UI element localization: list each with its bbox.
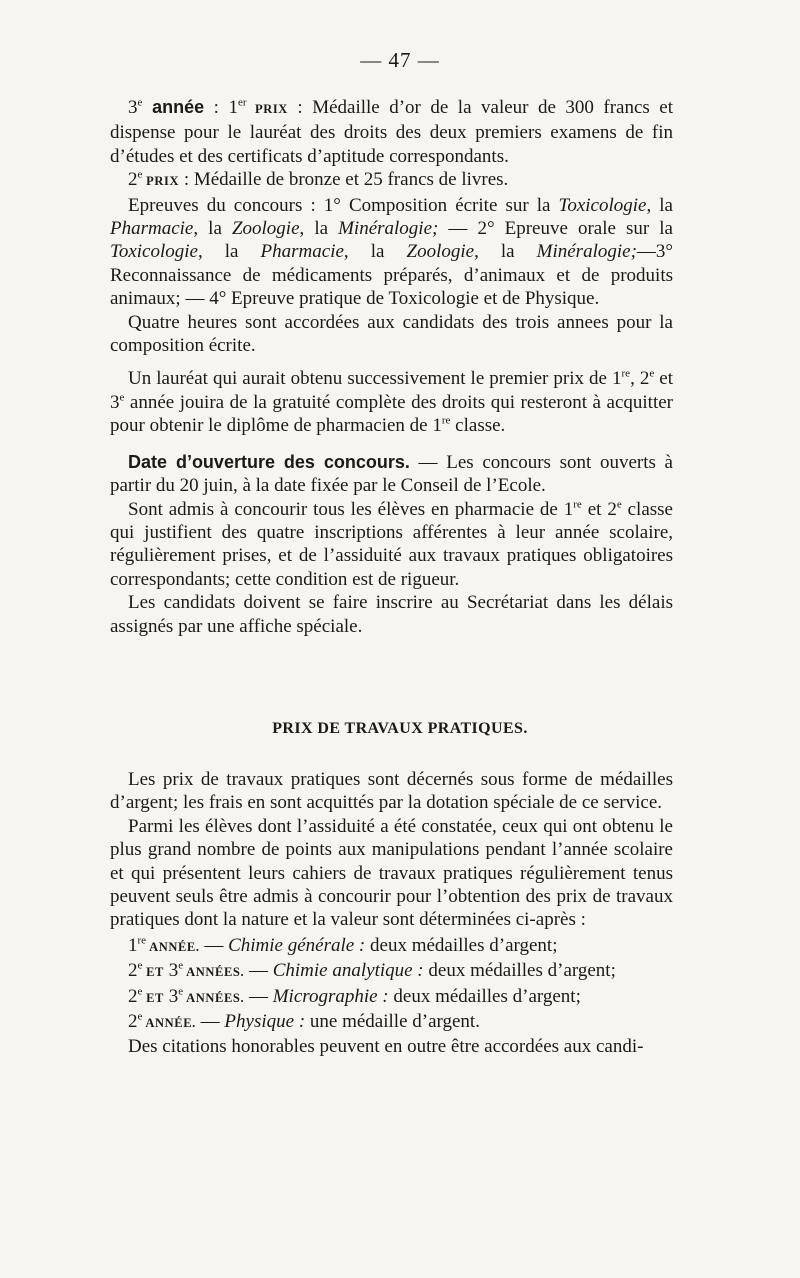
ordinal-number: 2 [128, 169, 138, 191]
text-run: , la [474, 241, 537, 263]
ordinal-suffix: e [178, 985, 184, 998]
subject-italic: Pharmacie [260, 241, 344, 263]
ordinal-suffix: e [178, 959, 184, 972]
ordinal-suffix: e [137, 1010, 143, 1023]
ordinal-suffix: re [137, 934, 147, 947]
year-label: ANNÉE. [146, 939, 200, 954]
prize-text: deux médailles d’argent; [423, 960, 616, 982]
ordinal-number: 2 [128, 960, 138, 982]
subject-italic: Zoologie [231, 218, 300, 240]
subject-italic: Pharmacie [110, 218, 194, 240]
text-run: et 2 [581, 498, 617, 520]
text-run: — 2° Epreuve orale sur la [438, 218, 673, 240]
section-heading: PRIX DE TRAVAUX PRATIQUES. [272, 720, 528, 737]
dash: — [244, 960, 273, 982]
subject-italic: Minéralogie; [536, 241, 637, 263]
registration-paragraph: Les candidats doivent se faire inscrire au Secrétariat dans les délais assignés par une affiche spéciale. [110, 592, 673, 637]
citations-paragraph: Des citations honorables peuvent en outre être accordées aux candi- [128, 1036, 644, 1058]
subject-italic: Micrographie : [272, 985, 389, 1007]
dash: — [244, 985, 273, 1007]
subject-italic: Chimie analytique : [272, 960, 424, 982]
practical-prizes-section [110, 768, 673, 1059]
medals-paragraph: Les prix de travaux pratiques sont décernés sous forme de médailles d’argent; les frais en sont acquittés par la dotation spéciale de ce service. [110, 769, 673, 814]
prize-text: deux médailles d’argent; [388, 985, 581, 1007]
text-run: , la [646, 194, 673, 216]
ordinal-number: 3 [164, 960, 179, 982]
ordinal-suffix: e [616, 498, 622, 511]
prize-label: PRIX [142, 174, 180, 189]
ordinal-suffix: e [137, 168, 143, 181]
and-label: ET [142, 990, 164, 1005]
dash: — [195, 1011, 225, 1033]
text-run: —3° Reconnaissance de médicaments préparés, d’animaux et de produits animaux; — 4° Epreuve pratique de Toxicologie et de Physique. [110, 241, 674, 310]
opening-date-title: Date d’ouverture des concours. [128, 451, 410, 472]
text-run: , 2 [630, 368, 650, 390]
prize-list-item [110, 959, 673, 984]
text-run: Epreuves du concours : 1° Composition écrite sur la [128, 194, 559, 216]
text-run: , la [197, 241, 261, 263]
text-run: classe qui justifient des quatre inscriptions afférentes à leur année scolaire, régulièrement prises, et de l’assiduité aux travaux pratiques obligatoires correspondants; cette condition est de rigueur. [110, 498, 673, 590]
ordinal-suffix: e [137, 96, 143, 109]
subject-italic: Physique : [224, 1011, 306, 1033]
first-prize-paragraph [110, 96, 673, 168]
prize-list-item [110, 1010, 673, 1035]
prize-list-item [110, 934, 673, 959]
subject-italic: Chimie générale : [228, 934, 366, 956]
ordinal-number: 2 [128, 985, 138, 1007]
prize-list [110, 934, 673, 1036]
and-label: ET [142, 965, 164, 980]
exam-tests-paragraph [110, 194, 673, 311]
ordinal-suffix: e [649, 368, 655, 381]
subject-italic: Toxicologie [110, 241, 198, 263]
prize-section [110, 96, 673, 638]
ordinal-number: 3 [164, 985, 179, 1007]
text-run: et 3 [110, 368, 673, 413]
text-run: , la [193, 218, 232, 240]
text-run: , la [343, 241, 407, 263]
year-label: ANNÉES. [183, 990, 245, 1005]
prize-text: une médaille d’argent. [305, 1011, 480, 1033]
ordinal-suffix: re [621, 368, 631, 381]
ordinal-suffix: re [441, 414, 451, 427]
subject-italic: Toxicologie [558, 194, 647, 216]
text-run: année jouira de la gratuité complète des droits qui resteront à acquitter pour obtenir le diplôme de pharmacien de 1 [110, 391, 673, 437]
ordinal-suffix: e [119, 391, 125, 404]
laureate-paragraph [110, 367, 673, 437]
text-run: , la [299, 218, 339, 240]
dash: — [199, 934, 229, 956]
text-run: Sont admis à concourir tous les élèves en pharmacie de 1 [128, 498, 574, 520]
subject-italic: Minéralogie; [338, 218, 439, 240]
duration-paragraph: Quatre heures sont accordées aux candidats des trois annees pour la composition écrite. [110, 311, 673, 357]
eligibility-paragraph: Parmi les élèves dont l’assiduité a été constatée, ceux qui ont obtenu le plus grand nombre de points aux manipulations pendant l’année scolaire et qui présentent leurs cahiers de travaux pratiques régulièrement tenus peuvent seuls être admis à concourir pour l’obtention des prix de travaux pratiques dont la nature et la valeur sont déterminées ci-après : [110, 815, 673, 931]
ordinal-suffix: re [573, 498, 582, 511]
ordinal-number: : 1 [204, 97, 238, 118]
text-run: — Les concours sont ouverts à partir du 20 juin, à la date fixée par le Conseil de l’Ecole. [110, 451, 673, 497]
ordinal-number: 3 [128, 97, 138, 118]
text-run: classe. [450, 415, 506, 437]
prize-description: : Médaille d’or de la valeur de 300 francs et dispense pour le lauréat des droits des deux premiers examens de fin d’études et des certificats d’aptitude correspondants. [110, 97, 674, 167]
page-number: — 47 — [360, 48, 440, 72]
opening-date-paragraph [110, 451, 673, 498]
subject-italic: Zoologie [406, 241, 475, 263]
ordinal-suffix: er [237, 96, 247, 109]
ordinal-number: 1 [128, 934, 138, 956]
prize-description: : Médaille de bronze et 25 francs de livres. [179, 169, 509, 191]
admission-paragraph [110, 498, 673, 592]
ordinal-suffix: e [137, 985, 143, 998]
prize-list-item [110, 985, 673, 1010]
text-run: Un lauréat qui aurait obtenu successivement le premier prix de 1 [128, 368, 622, 390]
prize-text: deux médailles d’argent; [365, 934, 558, 956]
year-label: ANNÉES. [183, 965, 245, 980]
ordinal-suffix: e [137, 959, 143, 972]
year-label: année [142, 97, 205, 117]
ordinal-number: 2 [128, 1011, 138, 1033]
second-prize-paragraph [110, 168, 673, 193]
year-label: ANNÉE. [142, 1016, 196, 1031]
prize-label: PRIX [246, 102, 288, 116]
